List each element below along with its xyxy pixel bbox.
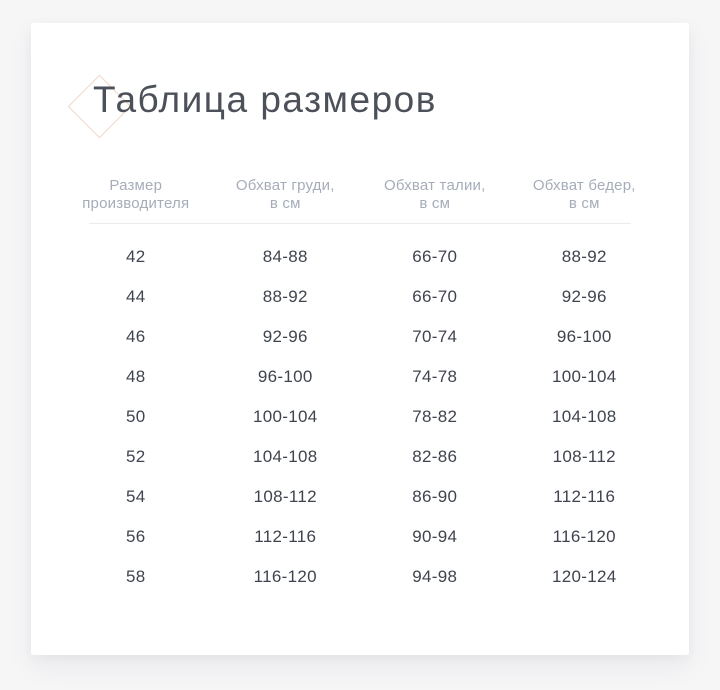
table-cell: 100-104 — [552, 367, 617, 386]
header-divider — [89, 223, 631, 224]
table-cell: 78-82 — [412, 407, 458, 426]
table-cell: 90-94 — [412, 527, 458, 546]
table-cell: 104-108 — [253, 447, 318, 466]
table-header-row — [31, 177, 689, 212]
table-cell: 120-124 — [552, 567, 617, 586]
table-cell: 48 — [125, 367, 146, 386]
table-row — [31, 517, 689, 557]
column-header: Размер производителя — [82, 177, 190, 212]
table-row — [31, 397, 689, 437]
table-cell: 100-104 — [253, 407, 318, 426]
column-header: Обхват бедер, в см — [532, 177, 636, 212]
size-table-card — [31, 23, 689, 655]
table-cell: 92-96 — [561, 287, 607, 306]
table-cell: 54 — [125, 487, 146, 506]
table-cell: 50 — [125, 407, 146, 426]
table-row — [31, 477, 689, 517]
table-cell: 112-116 — [254, 527, 317, 546]
table-cell: 92-96 — [262, 327, 308, 346]
column-header: Обхват талии, в см — [384, 177, 486, 212]
table-row — [31, 437, 689, 477]
table-cell: 96-100 — [556, 327, 612, 346]
table-cell: 42 — [125, 247, 146, 266]
table-cell: 104-108 — [552, 407, 617, 426]
table-cell: 66-70 — [412, 287, 458, 306]
table-cell: 70-74 — [412, 327, 458, 346]
table-row — [31, 557, 689, 597]
page-title: Таблица размеров — [93, 79, 437, 120]
table-cell: 96-100 — [257, 367, 313, 386]
table-cell: 82-86 — [412, 447, 458, 466]
table-cell: 88-92 — [262, 287, 308, 306]
table-cell: 108-112 — [552, 447, 616, 466]
table-cell: 116-120 — [552, 527, 616, 546]
table-row — [31, 357, 689, 397]
table-cell: 74-78 — [412, 367, 458, 386]
table-row — [31, 317, 689, 357]
size-table — [31, 177, 689, 597]
table-row — [31, 277, 689, 317]
table-cell: 44 — [125, 287, 146, 306]
table-cell: 52 — [125, 447, 146, 466]
table-cell: 112-116 — [553, 487, 616, 506]
table-body — [31, 237, 689, 597]
table-cell: 66-70 — [412, 247, 458, 266]
table-cell: 56 — [125, 527, 146, 546]
table-cell: 84-88 — [262, 247, 308, 266]
table-cell: 116-120 — [253, 567, 317, 586]
table-cell: 108-112 — [253, 487, 317, 506]
table-cell: 58 — [125, 567, 146, 586]
column-header: Обхват груди, в см — [235, 177, 335, 212]
table-cell: 88-92 — [561, 247, 607, 266]
table-cell: 46 — [125, 327, 146, 346]
table-cell: 86-90 — [412, 487, 458, 506]
table-cell: 94-98 — [412, 567, 458, 586]
table-row — [31, 237, 689, 277]
